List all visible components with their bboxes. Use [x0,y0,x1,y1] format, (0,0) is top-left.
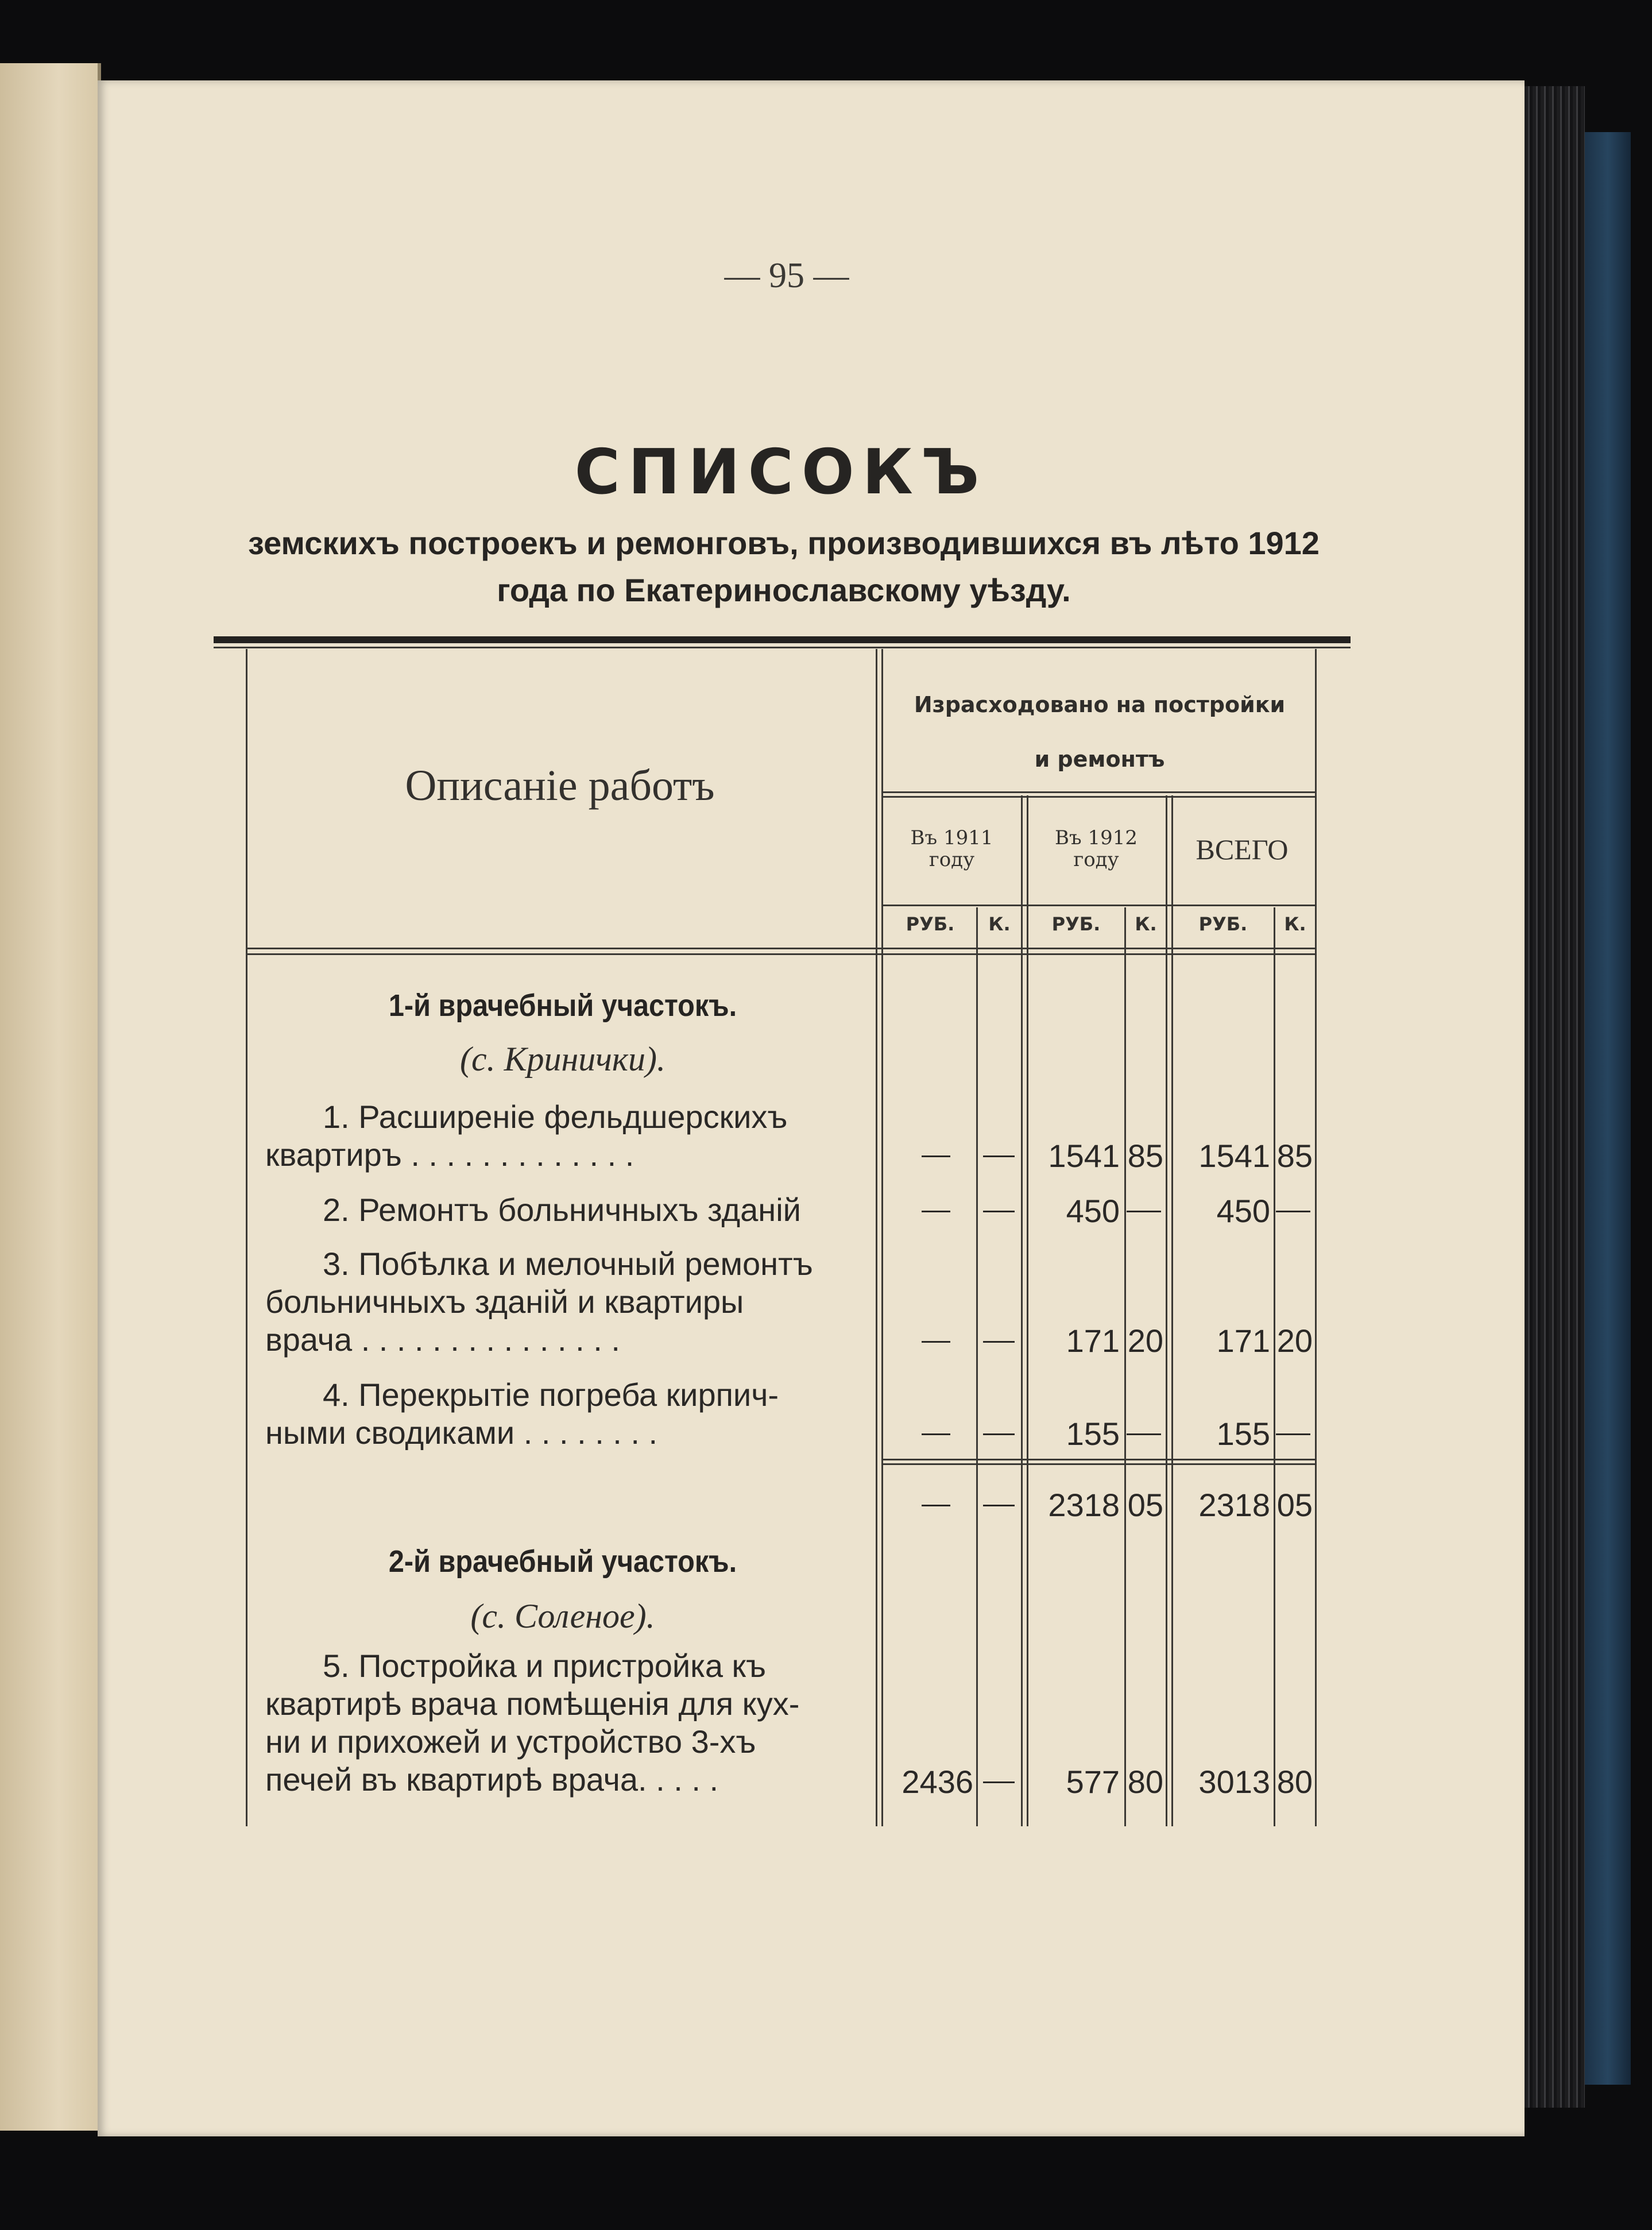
section-1-title: 1-й врачебный участокъ. [388,988,737,1023]
subtotal-rule-2 [881,1463,1315,1465]
subtitle-line-2: года по Екатеринославскому уѣзду. [497,572,1071,608]
item-5-1911-rub: 2436 [902,1764,973,1800]
table-row-item-4 [265,1376,857,1452]
item-2-total-rub: 450 [1216,1193,1270,1229]
item-4-1912-kop [1127,1433,1161,1435]
page-stack-edge [1525,86,1585,2108]
item-5-1912-rub: 577 [1066,1764,1120,1800]
item-1-1911-kop [983,1155,1015,1157]
item-3-line-1: 3. Побѣлка и мелочный ремонтъ [323,1246,813,1282]
item-5-1912-kop: 80 [1127,1764,1163,1800]
header-spent-line-2: и ремонтъ [1034,747,1165,772]
header-1912-line-1: Въ 1912 [1055,826,1138,849]
item-4-1911-rub [922,1433,950,1435]
item-4-total-rub: 155 [1216,1416,1270,1452]
col-divider-1912 [1166,795,1167,1826]
item-2-line-1: 2. Ремонтъ больничныхъ зданій [323,1192,801,1228]
item-1-1912-rub: 1541 [1048,1138,1120,1174]
unit-rub-1912: РУБ. [1051,913,1101,935]
page-number: — 95 — [724,256,849,295]
section-1-place: (с. Криничкu). [460,1040,666,1078]
item-2-1912-rub: 450 [1066,1193,1120,1229]
table-row-item-1 [265,1098,857,1174]
header-1911 [884,827,1019,871]
item-4-1911-kop [983,1433,1015,1435]
unit-kop-1911: К. [988,913,1011,935]
header-total: ВСЕГО [1196,833,1289,865]
item-5-total-kop: 80 [1276,1764,1313,1800]
item-1-line-2: квартиръ . . . . . . . . . . . . . [265,1137,635,1173]
item-2-1911-rub [922,1211,950,1212]
item-4-line-1: 4. Перекрытіе погреба кирпич- [323,1377,779,1413]
subtotal-rule [881,1459,1315,1460]
header-bottom-rule [246,948,1315,949]
item-5-line-3: ни и прихожей и устройство 3-хъ [265,1723,756,1760]
item-1-1912-kop: 85 [1127,1138,1163,1174]
unit-rub-total: РУБ. [1198,913,1248,935]
item-2-total-kop [1276,1211,1310,1212]
item-3-1912-kop: 20 [1127,1323,1163,1359]
item-3-1911-kop [983,1341,1015,1343]
book-cover-edge [1585,132,1631,2085]
section-2-place: (с. Соленое). [470,1597,655,1635]
item-2-1912-kop [1127,1211,1161,1212]
header-1912 [1028,827,1164,871]
subtitle-line-1: земскихъ построекъ и ремонговъ, производившихся въ лѣто 1912 [248,525,1320,561]
col-divider-1911-k [976,907,978,1826]
col-divider-description-2 [881,649,883,1826]
item-1-total-kop: 85 [1276,1138,1313,1174]
subtotal-1911-rub [922,1505,950,1506]
header-1911-line-2: году [928,848,975,871]
subtotal-1912-rub: 2318 [1048,1487,1120,1523]
item-5-line-2: квартирѣ врача помѣщенія для кух- [265,1686,800,1722]
item-5-line-4: печей въ квартирѣ врача. . . . . [265,1761,719,1798]
header-spent [879,678,1321,787]
item-3-line-3: врача . . . . . . . . . . . . . . . [265,1321,620,1358]
item-4-line-2: ными сводиками . . . . . . . . [265,1414,658,1451]
col-divider-total-k [1274,907,1275,1826]
subtotal-1911-kop [983,1505,1015,1506]
header-spent-line-1: Израсходовано на постройки [914,692,1286,717]
section-2-title: 2-й врачебный участокъ. [388,1544,737,1579]
header-1912-line-2: году [1073,848,1119,871]
item-1-total-rub: 1541 [1198,1138,1270,1174]
table-left-border [246,649,247,1826]
unit-kop-total: К. [1284,913,1306,935]
subtotal-total-rub: 2318 [1198,1487,1270,1523]
item-5-line-1: 5. Постройка и пристройка къ [323,1648,767,1684]
header-divider-units [881,905,1315,906]
col-divider-1911 [1021,795,1023,1826]
header-bottom-rule-2 [246,953,1315,955]
item-4-1912-rub: 155 [1066,1416,1120,1452]
item-3-1912-rub: 171 [1066,1323,1120,1359]
item-4-total-kop [1276,1433,1310,1435]
item-1-line-1: 1. Расширеніе фельдшерскихъ [323,1099,788,1135]
item-5-1911-kop [983,1781,1015,1783]
col-divider-description [876,649,877,1826]
item-2-1911-kop [983,1211,1015,1212]
left-page-edge [0,63,101,2131]
item-3-1911-rub [922,1341,950,1343]
item-5-total-rub: 3013 [1198,1764,1270,1800]
header-description: Описаніе работъ [405,762,715,810]
subtotal-total-kop: 05 [1276,1487,1313,1523]
header-divider-spent-2 [881,796,1315,798]
item-1-1911-rub [922,1155,950,1157]
header-rule-thin [214,647,1351,648]
col-divider-1911-b [1027,795,1028,1826]
item-3-total-rub: 171 [1216,1323,1270,1359]
header-rule-thick [214,636,1351,643]
col-divider-1912-b [1171,795,1173,1826]
header-divider-spent [881,791,1315,793]
header-1911-line-1: Въ 1911 [910,826,993,849]
unit-rub-1911: РУБ. [906,913,955,935]
table-row-item-3 [265,1245,857,1359]
table-row-item-5 [265,1647,857,1799]
page-subtitle [241,520,1326,614]
table-row-item-2 [265,1191,857,1229]
item-3-line-2: больничныхъ зданій и квартиры [265,1284,744,1320]
subtotal-1912-kop: 05 [1127,1487,1163,1523]
col-divider-1912-k [1124,907,1126,1826]
page-title: СПИСОКЪ [574,436,988,508]
unit-kop-1912: К. [1135,913,1157,935]
table-right-border [1315,649,1317,1826]
item-3-total-kop: 20 [1276,1323,1313,1359]
